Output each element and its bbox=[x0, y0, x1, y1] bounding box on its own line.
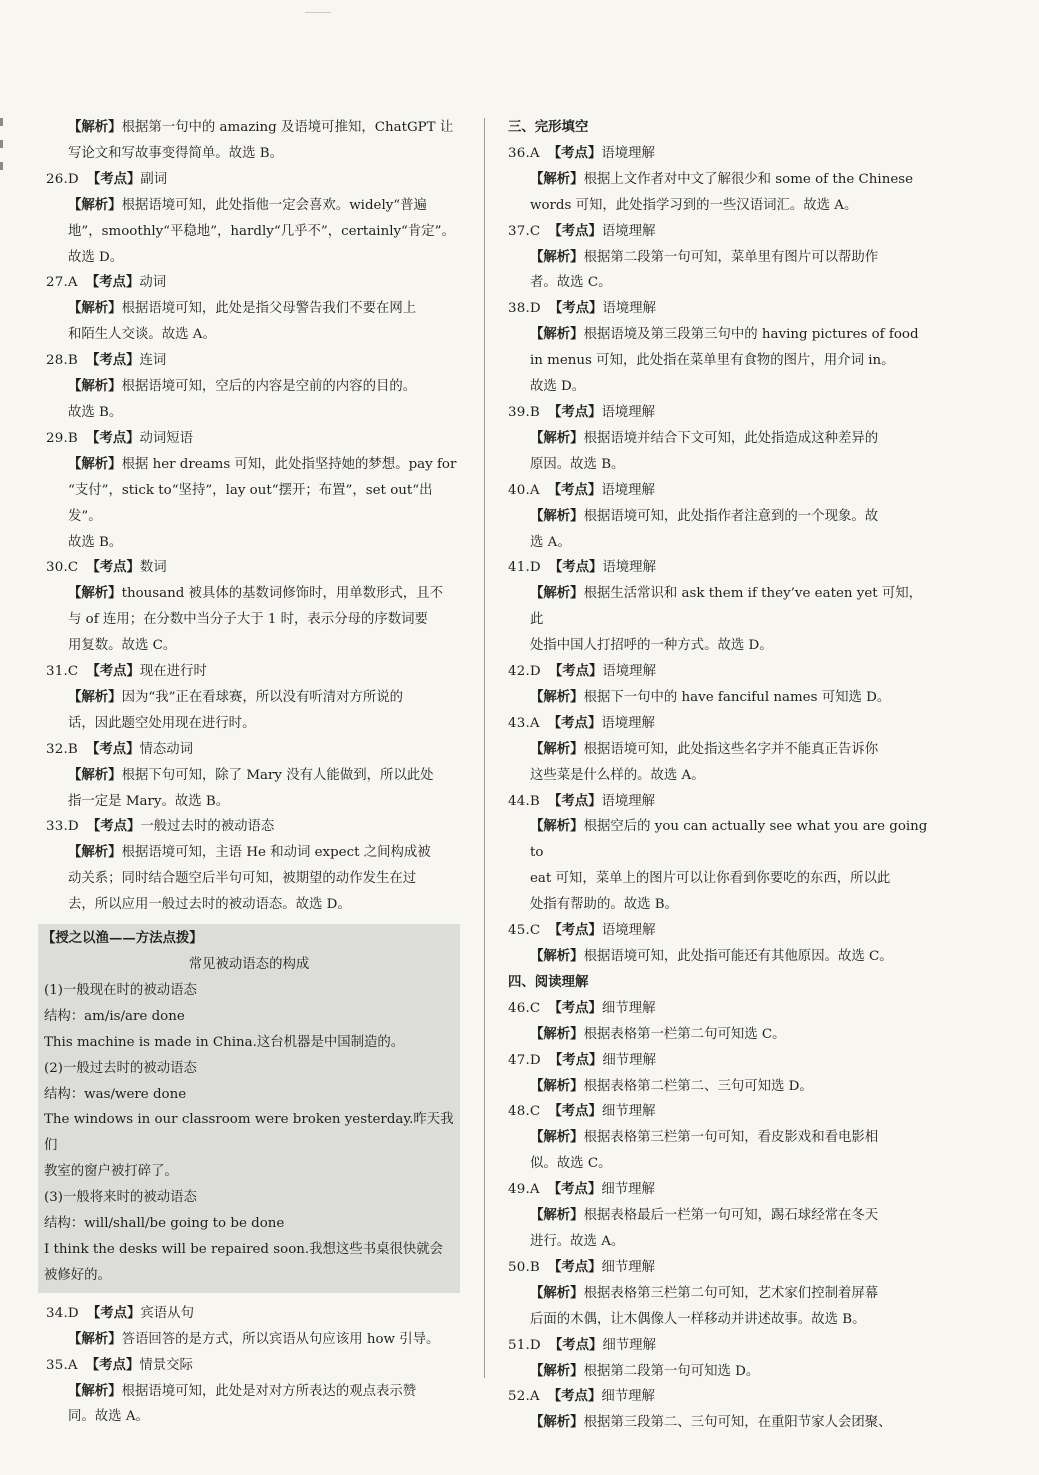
question-number: 35.A bbox=[46, 1357, 78, 1373]
explanation-line: 【解析】根据第二段第一句可知选 D。 bbox=[530, 1362, 760, 1379]
jiexi-tag: 【解析】 bbox=[530, 688, 584, 705]
tip-line: (3)一般将来时的被动语态 bbox=[44, 1190, 197, 1206]
jiexi-tag: 【解析】 bbox=[530, 507, 584, 524]
question-heading bbox=[38, 555, 466, 581]
question-heading bbox=[500, 789, 930, 815]
explanation-line: 用复数。故选 C。 bbox=[68, 638, 177, 654]
question-number: 47.D bbox=[508, 1052, 541, 1068]
explanation-line: 【解析】根据上文作者对中文了解很少和 some of the Chinese bbox=[530, 170, 914, 187]
jiexi-tag: 【解析】 bbox=[68, 378, 122, 395]
jiexi-tag: 【解析】 bbox=[530, 585, 584, 602]
question-number: 36.A bbox=[508, 145, 540, 161]
question-number: 39.B bbox=[508, 404, 540, 420]
kaodian-tag: 【考点】 bbox=[548, 663, 603, 680]
kaodian-topic: 现在进行时 bbox=[139, 664, 207, 680]
explanation-line: 【解析】根据语境可知，此处是指父母警告我们不要在网上 bbox=[68, 300, 417, 317]
jiexi-tag: 【解析】 bbox=[530, 1025, 584, 1042]
explanation-line: 【解析】因为“我”正在看球赛，所以没有听清对方所说的 bbox=[68, 688, 404, 705]
tip-line: This machine is made in China.这台机器是中国制造的。 bbox=[44, 1034, 405, 1050]
left-column bbox=[38, 115, 466, 1430]
kaodian-topic: 语境理解 bbox=[602, 560, 656, 576]
explanation-line: “支付”，stick to“坚持”，lay out“摆开；布置”，set out“出发”。 bbox=[68, 482, 433, 524]
question-heading bbox=[500, 918, 930, 944]
jiexi-tag: 【解析】 bbox=[530, 740, 584, 757]
question-heading bbox=[500, 996, 930, 1022]
explanation-line: eat 可知，菜单上的图片可以让你看到你要吃的东西，所以此 bbox=[530, 871, 891, 887]
explanation-line: 故选 B。 bbox=[68, 404, 123, 420]
jiexi-tag: 【解析】 bbox=[68, 585, 122, 602]
kaodian-tag: 【考点】 bbox=[548, 999, 602, 1016]
kaodian-tag: 【考点】 bbox=[86, 1304, 141, 1321]
explanation-line: 写论文和写故事变得简单。故选 B。 bbox=[68, 145, 283, 161]
question-heading bbox=[38, 737, 466, 763]
question-heading bbox=[500, 1177, 930, 1203]
explanation-line: 处指中国人打招呼的一种方式。故选 D。 bbox=[530, 638, 773, 654]
kaodian-tag: 【考点】 bbox=[547, 144, 602, 161]
kaodian-topic: 情景交际 bbox=[139, 1357, 193, 1373]
question-number: 41.D bbox=[508, 560, 541, 576]
question-heading bbox=[500, 1333, 930, 1359]
question-number: 40.A bbox=[508, 482, 540, 498]
question-heading bbox=[500, 400, 930, 426]
right-answer-list bbox=[500, 115, 930, 1436]
question-heading bbox=[500, 296, 930, 322]
jiexi-tag: 【解析】 bbox=[530, 429, 584, 446]
question-number: 52.A bbox=[508, 1389, 540, 1405]
tip-line: (2)一般过去时的被动语态 bbox=[44, 1060, 197, 1076]
kaodian-topic: 语境理解 bbox=[601, 145, 655, 161]
explanation-line: 【解析】根据第二段第一句可知，菜单里有图片可以帮助作 bbox=[530, 248, 879, 265]
question-number: 48.C bbox=[508, 1104, 541, 1120]
kaodian-tag: 【考点】 bbox=[548, 559, 603, 576]
kaodian-topic: 情态动词 bbox=[139, 741, 194, 757]
binding-edge-marks bbox=[0, 118, 4, 198]
top-scan-mark bbox=[305, 12, 331, 13]
explanation-line: 地”，smoothly“平稳地”，hardly“几乎不”，certainly“肯定”。 bbox=[68, 223, 455, 239]
kaodian-topic: 细节理解 bbox=[602, 1052, 656, 1068]
explanation-line: 处指有帮助的。故选 B。 bbox=[530, 897, 679, 913]
kaodian-tag: 【考点】 bbox=[85, 429, 140, 446]
kaodian-tag: 【考点】 bbox=[547, 714, 602, 731]
section-heading: 三、完形填空 bbox=[508, 119, 589, 135]
question-number: 31.C bbox=[46, 664, 79, 680]
question-heading bbox=[38, 270, 466, 296]
explanation-line: 【解析】根据空后的 you can actually see what you are going to bbox=[530, 818, 928, 861]
tip-line: The windows in our classroom were broken yesterday.昨天我们 bbox=[44, 1112, 454, 1154]
section-heading: 四、阅读理解 bbox=[508, 973, 589, 990]
question-heading bbox=[38, 167, 466, 193]
explanation-line: 话，因此题空处用现在进行时。 bbox=[68, 715, 256, 731]
tip-box-lines bbox=[44, 978, 454, 1289]
explanation-line: 【解析】根据语境及第三段第三句中的 having pictures of food bbox=[530, 326, 919, 343]
jiexi-tag: 【解析】 bbox=[530, 948, 584, 964]
question-number: 30.C bbox=[46, 560, 79, 576]
question-heading bbox=[38, 814, 466, 840]
explanation-line: 【解析】根据第三段第二、三句可知，在重阳节家人会团聚、 bbox=[530, 1414, 892, 1431]
jiexi-tag: 【解析】 bbox=[530, 1077, 584, 1094]
kaodian-tag: 【考点】 bbox=[548, 922, 602, 939]
kaodian-tag: 【考点】 bbox=[547, 1181, 602, 1198]
explanation-line: 【解析】根据 her dreams 可知，此处指坚持她的梦想。pay for bbox=[68, 455, 457, 472]
kaodian-topic: 细节理解 bbox=[601, 1000, 656, 1016]
kaodian-tag: 【考点】 bbox=[548, 300, 603, 317]
kaodian-topic: 副词 bbox=[140, 171, 168, 187]
jiexi-tag: 【解析】 bbox=[68, 455, 122, 472]
question-heading bbox=[500, 711, 930, 737]
kaodian-topic: 细节理解 bbox=[601, 1259, 656, 1275]
question-heading bbox=[38, 426, 466, 452]
jiexi-tag: 【解析】 bbox=[530, 818, 584, 835]
kaodian-topic: 语境理解 bbox=[601, 404, 656, 420]
tip-line: I think the desks will be repaired soon.我想这些书桌很快就会 bbox=[44, 1241, 444, 1257]
jiexi-tag: 【解析】 bbox=[68, 1382, 122, 1399]
question-heading bbox=[500, 659, 930, 685]
explanation-line: 【解析】根据表格第二栏第二、三句可知选 D。 bbox=[530, 1077, 813, 1094]
explanation-line: 【解析】thousand 被具体的基数词修饰时，用单数形式，且不 bbox=[68, 585, 443, 602]
kaodian-topic: 一般过去时的被动语态 bbox=[140, 819, 275, 835]
explanation-line: 似。故选 C。 bbox=[530, 1156, 612, 1172]
question-number: 27.A bbox=[46, 275, 78, 291]
question-number: 42.D bbox=[508, 664, 541, 680]
kaodian-tag: 【考点】 bbox=[547, 403, 602, 420]
explanation-line: 原因。故选 B。 bbox=[530, 456, 625, 472]
question-number: 38.D bbox=[508, 301, 541, 317]
kaodian-tag: 【考点】 bbox=[548, 222, 602, 239]
left-answer-list-continued bbox=[38, 1301, 466, 1431]
explanation-line: 【解析】根据语境可知，此处指作者注意到的一个现象。故 bbox=[530, 507, 879, 524]
tip-line: 教室的窗户被打碎了。 bbox=[44, 1164, 178, 1180]
kaodian-tag: 【考点】 bbox=[548, 1051, 603, 1068]
kaodian-topic: 动词短语 bbox=[139, 430, 194, 446]
tip-box-title: 【授之以渔——方法点拨】 bbox=[42, 930, 203, 947]
question-number: 33.D bbox=[46, 819, 79, 835]
kaodian-topic: 细节理解 bbox=[601, 1182, 655, 1198]
question-heading bbox=[500, 1099, 930, 1125]
kaodian-tag: 【考点】 bbox=[548, 1336, 603, 1353]
kaodian-topic: 连词 bbox=[139, 353, 167, 369]
question-heading bbox=[38, 1353, 466, 1379]
explanation-line: 【解析】根据语境可知，此处是对对方所表达的观点表示赞 bbox=[68, 1382, 417, 1399]
kaodian-tag: 【考点】 bbox=[548, 1103, 602, 1120]
explanation-line: 【解析】根据表格第一栏第二句可知选 C。 bbox=[530, 1025, 786, 1042]
kaodian-topic: 细节理解 bbox=[601, 1104, 656, 1120]
question-number: 44.B bbox=[508, 793, 540, 809]
question-heading bbox=[500, 478, 930, 504]
explanation-line: 后面的木偶，让木偶像人一样移动并讲述故事。故选 B。 bbox=[530, 1311, 866, 1327]
tip-box-subtitle: 常见被动语态的构成 bbox=[188, 957, 310, 972]
kaodian-tag: 【考点】 bbox=[85, 1356, 140, 1373]
question-number: 28.B bbox=[46, 353, 78, 369]
jiexi-tag: 【解析】 bbox=[530, 1129, 584, 1146]
kaodian-tag: 【考点】 bbox=[86, 559, 140, 576]
explanation-line: 者。故选 C。 bbox=[530, 275, 612, 291]
right-column bbox=[500, 115, 930, 1436]
explanation-line: 故选 D。 bbox=[68, 249, 124, 265]
jiexi-tag: 【解析】 bbox=[530, 1284, 584, 1301]
kaodian-topic: 语境理解 bbox=[601, 715, 655, 731]
kaodian-topic: 语境理解 bbox=[601, 923, 656, 939]
question-heading bbox=[500, 219, 930, 245]
jiexi-tag: 【解析】 bbox=[68, 844, 122, 861]
explanation-line: 这些菜是什么样的。故选 A。 bbox=[530, 767, 705, 783]
explanation-line: 【解析】根据语境并结合下文可知，此处指造成这种差异的 bbox=[530, 429, 879, 446]
kaodian-tag: 【考点】 bbox=[86, 663, 140, 680]
explanation-line: 【解析】根据下一句中的 have fanciful names 可知选 D。 bbox=[530, 688, 891, 705]
explanation-line: 同。故选 A。 bbox=[68, 1409, 149, 1425]
explanation-line: 动关系；同时结合题空后半句可知，被期望的动作发生在过 bbox=[68, 871, 417, 887]
explanation-line: 与 of 连用；在分数中当分子大于 1 时，表示分母的序数词要 bbox=[68, 612, 428, 628]
jiexi-tag: 【解析】 bbox=[68, 766, 122, 783]
kaodian-topic: 动词 bbox=[139, 275, 167, 291]
explanation-line: 【解析】根据表格第三栏第一句可知，看皮影戏和看电影相 bbox=[530, 1129, 879, 1146]
explanation-line: 【解析】根据语境可知，此处指这些名字并不能真正告诉你 bbox=[530, 740, 879, 757]
jiexi-tag: 【解析】 bbox=[530, 1414, 584, 1431]
tip-line: 结构：am/is/are done bbox=[44, 1008, 185, 1024]
kaodian-tag: 【考点】 bbox=[547, 481, 602, 498]
kaodian-topic: 语境理解 bbox=[601, 223, 656, 239]
question-number: 26.D bbox=[46, 171, 79, 187]
explanation-line: 【解析】根据第一句中的 amazing 及语境可推知，ChatGPT 让 bbox=[68, 119, 454, 135]
question-heading bbox=[38, 1301, 466, 1327]
explanation-line: 【解析】根据语境可知，主语 He 和动词 expect 之间构成被 bbox=[68, 844, 431, 861]
explanation-line: 【解析】根据生活常识和 ask them if they’ve eaten yet 可知，此 bbox=[530, 585, 923, 628]
kaodian-tag: 【考点】 bbox=[85, 352, 140, 369]
kaodian-tag: 【考点】 bbox=[85, 740, 140, 757]
explanation-line: 【解析】根据语境可知，空后的内容是空前的内容的目的。 bbox=[68, 378, 417, 395]
jiexi-tag: 【解析】 bbox=[68, 196, 122, 213]
explanation-line: 去，所以应用一般过去时的被动语态。故选 D。 bbox=[68, 897, 351, 913]
explanation-line: 指一定是 Mary。故选 B。 bbox=[68, 793, 230, 809]
method-tip-box bbox=[38, 924, 460, 1293]
jiexi-tag: 【解析】 bbox=[68, 300, 122, 317]
question-heading bbox=[500, 1384, 930, 1410]
question-number: 45.C bbox=[508, 923, 541, 939]
question-number: 46.C bbox=[508, 1000, 541, 1016]
question-number: 32.B bbox=[46, 741, 78, 757]
question-number: 29.B bbox=[46, 430, 78, 446]
kaodian-tag: 【考点】 bbox=[547, 792, 602, 809]
explanation-line: 【解析】根据表格最后一栏第一句可知，踢石球经常在冬天 bbox=[530, 1207, 879, 1224]
question-number: 43.A bbox=[508, 715, 540, 731]
kaodian-tag: 【考点】 bbox=[547, 1258, 602, 1275]
question-heading bbox=[500, 1255, 930, 1281]
kaodian-tag: 【考点】 bbox=[547, 1388, 602, 1405]
explanation-line: 【解析】根据语境可知，此处指他一定会喜欢。widely“普遍 bbox=[68, 196, 427, 213]
explanation-line: 进行。故选 A。 bbox=[530, 1233, 625, 1249]
tip-line: (1)一般现在时的被动语态 bbox=[44, 982, 197, 998]
jiexi-tag: 【解析】 bbox=[530, 248, 584, 265]
explanation-line: 【解析】根据下句可知，除了 Mary 没有人能做到，所以此处 bbox=[68, 766, 434, 783]
kaodian-topic: 细节理解 bbox=[601, 1389, 655, 1405]
question-number: 49.A bbox=[508, 1182, 540, 1198]
kaodian-tag: 【考点】 bbox=[86, 170, 141, 187]
explanation-line: in menus 可知，此处指在菜单里有食物的图片，用介词 in。 bbox=[530, 353, 895, 369]
explanation-line: 故选 D。 bbox=[530, 379, 586, 395]
kaodian-topic: 细节理解 bbox=[602, 1337, 656, 1353]
kaodian-tag: 【考点】 bbox=[85, 274, 140, 291]
explanation-line: 选 A。 bbox=[530, 534, 571, 550]
question-heading bbox=[500, 1048, 930, 1074]
tip-line: 被修好的。 bbox=[44, 1267, 111, 1283]
question-number: 34.D bbox=[46, 1305, 79, 1321]
question-number: 50.B bbox=[508, 1259, 540, 1275]
kaodian-topic: 语境理解 bbox=[601, 482, 655, 498]
column-divider bbox=[484, 118, 485, 1378]
kaodian-topic: 语境理解 bbox=[601, 793, 656, 809]
jiexi-tag: 【解析】 bbox=[530, 1362, 584, 1379]
kaodian-topic: 语境理解 bbox=[602, 664, 656, 680]
left-answer-list bbox=[38, 115, 466, 918]
explanation-line: 【解析】根据语境可知，此处指可能还有其他原因。故选 C。 bbox=[530, 948, 893, 964]
jiexi-tag: 【解析】 bbox=[68, 688, 122, 705]
jiexi-tag: 【解析】 bbox=[530, 326, 584, 343]
tip-line: 结构：will/shall/be going to be done bbox=[44, 1216, 285, 1232]
jiexi-tag: 【解析】 bbox=[68, 1330, 122, 1347]
question-number: 37.C bbox=[508, 223, 541, 239]
question-heading bbox=[38, 659, 466, 685]
explanation-line: 【解析】根据表格第三栏第二句可知，艺术家们控制着屏幕 bbox=[530, 1284, 879, 1301]
jiexi-tag: 【解析】 bbox=[530, 1207, 584, 1224]
question-heading bbox=[500, 141, 930, 167]
kaodian-tag: 【考点】 bbox=[86, 818, 141, 835]
tip-line: 结构：was/were done bbox=[44, 1086, 187, 1102]
kaodian-topic: 宾语从句 bbox=[140, 1305, 194, 1321]
explanation-line: 【解析】答语回答的是方式，所以宾语从句应该用 how 引导。 bbox=[68, 1330, 440, 1347]
jiexi-tag: 【解析】 bbox=[68, 119, 122, 135]
explanation-line: 故选 B。 bbox=[68, 534, 123, 550]
question-number: 51.D bbox=[508, 1337, 541, 1353]
kaodian-topic: 数词 bbox=[139, 560, 167, 576]
question-heading bbox=[500, 555, 930, 581]
explanation-line: 和陌生人交谈。故选 A。 bbox=[68, 327, 216, 343]
question-heading bbox=[38, 348, 466, 374]
kaodian-topic: 语境理解 bbox=[602, 301, 656, 317]
jiexi-tag: 【解析】 bbox=[530, 170, 584, 187]
explanation-line: words 可知，此处指学习到的一些汉语词汇。故选 A。 bbox=[530, 197, 858, 213]
